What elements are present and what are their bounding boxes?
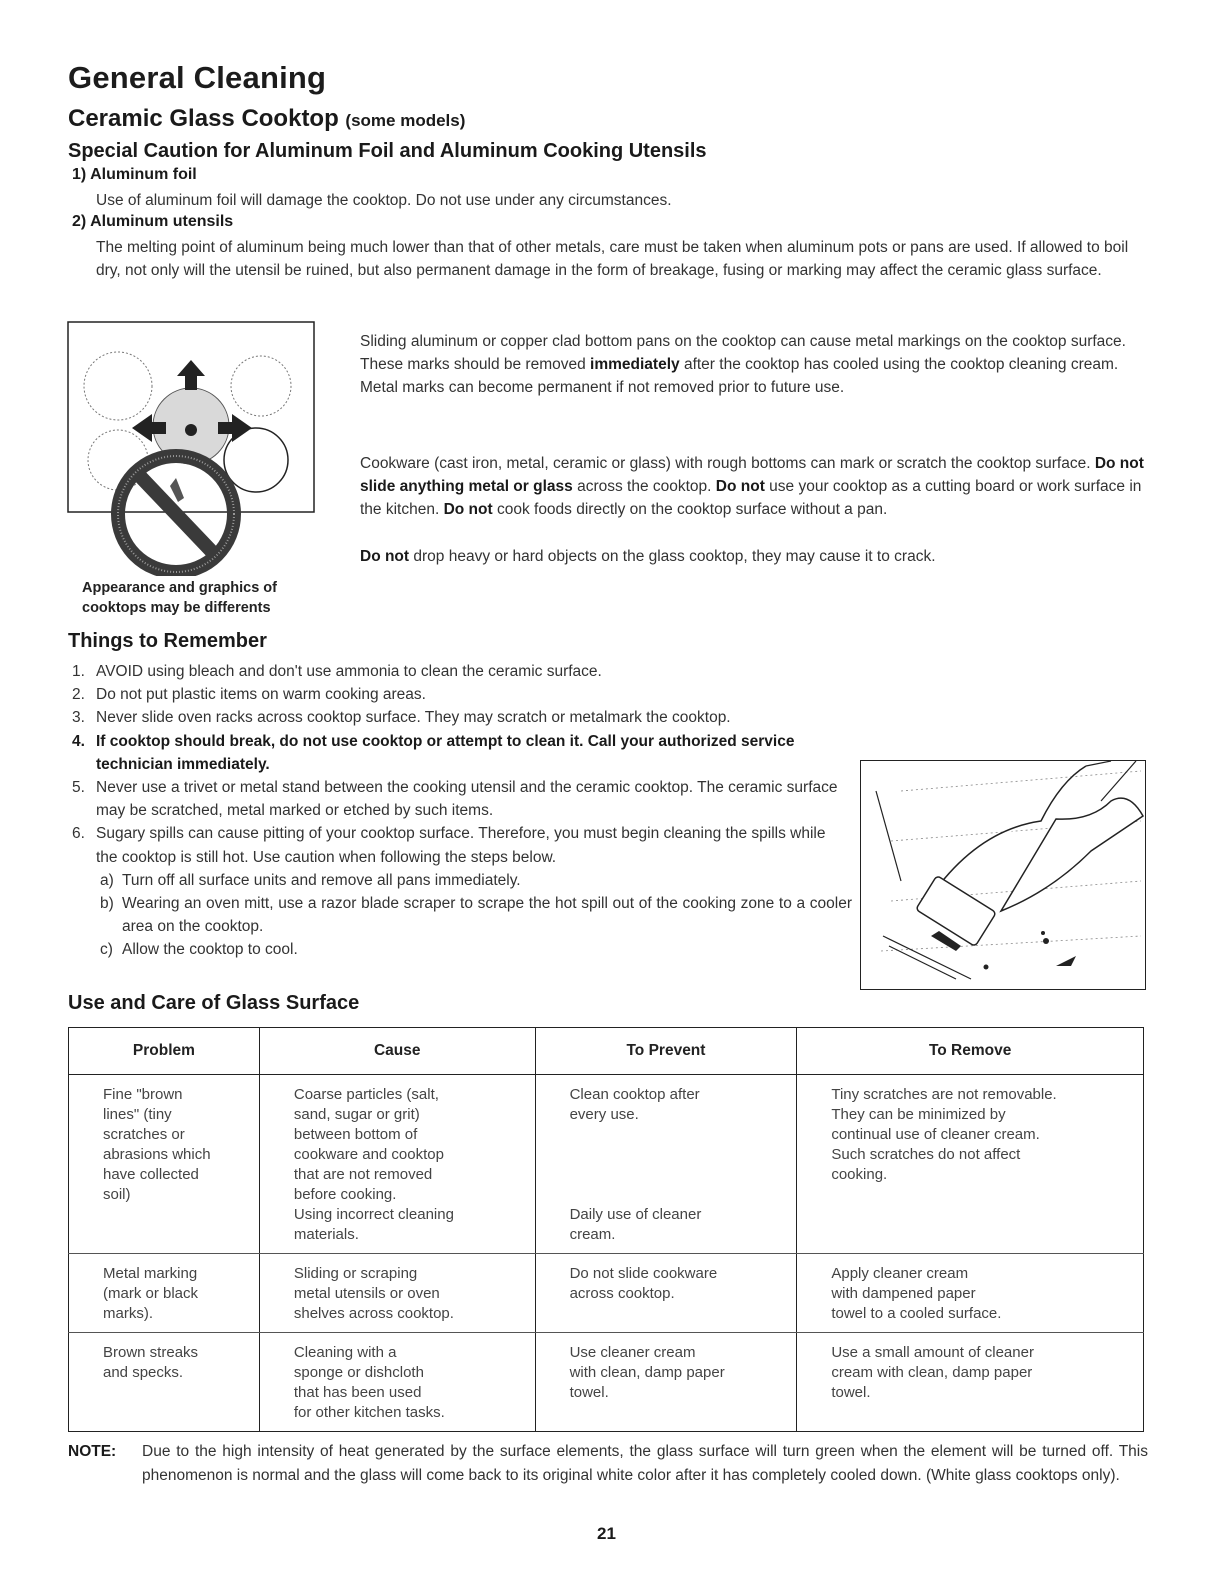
table-cell: Apply cleaner cream with dampened paper towel to a cooled surface. — [797, 1254, 1144, 1333]
note-label: NOTE: — [68, 1443, 117, 1460]
caption-line-2: cooktops may be differents — [82, 600, 271, 616]
note-paragraph — [68, 1440, 1148, 1487]
list-item-warning: 4. If cooktop should break, do not use cooktop or attempt to clean it. Call your authorized service technician immediately. — [72, 732, 795, 773]
things-heading: Things to Remember — [68, 630, 267, 652]
table-header-row — [69, 1028, 1144, 1075]
table-row — [69, 1333, 1144, 1432]
note-text: Due to the high intensity of heat generated by the surface elements, the glass surface will turn green when the element will be turned off. This phenomenon is normal and the glass will come back to its original white color after it has completely cooled down. (White glass cooktops only). — [142, 1443, 1148, 1484]
pan-center — [185, 424, 197, 436]
cooktop-slide-illustration — [66, 318, 320, 576]
scraper-icon — [916, 875, 997, 946]
list-item: 5. Never use a trivet or metal stand between the cooking utensil and the ceramic cooktop. The ceramic surface may be scratched, metal marked or etched by such items. — [72, 779, 838, 820]
things-list — [72, 660, 852, 962]
caption-line-1: Appearance and graphics of — [82, 580, 277, 596]
table-cell: Brown streaks and specks. — [69, 1333, 260, 1432]
subtitle-main: Ceramic Glass Cooktop — [68, 105, 339, 132]
substep-item: a) Turn off all surface units and remove all pans immediately. — [100, 871, 521, 889]
emphasis-no-slide: Do not slide anything metal or glass — [360, 455, 1144, 495]
substep-item: c) Allow the cooktop to cool. — [100, 941, 298, 959]
table-cell: Cleaning with a sponge or dishcloth that has been used for other kitchen tasks. — [259, 1333, 535, 1432]
spill-mark-2 — [1056, 956, 1076, 966]
header-remove: To Remove — [797, 1028, 1144, 1075]
header-prevent: To Prevent — [535, 1028, 797, 1075]
item-1-text: Use of aluminum foil will damage the cooktop. Do not use under any circumstances. — [96, 192, 672, 209]
subtitle-suffix: (some models) — [345, 111, 466, 130]
caution-heading: Special Caution for Aluminum Foil and Aluminum Cooking Utensils — [68, 140, 707, 162]
table-cell: Tiny scratches are not removable. They can be minimized by continual use of cleaner cream. Such scratches do not affect cooking. — [797, 1075, 1144, 1254]
table-row — [69, 1075, 1144, 1254]
table-cell: Use a small amount of cleaner cream with clean, damp paper towel. — [797, 1333, 1144, 1432]
table-cell: Sliding or scraping metal utensils or oven shelves across cooktop. — [259, 1254, 535, 1333]
list-item: 3. Never slide oven racks across cooktop surface. They may scratch or metalmark the cooktop. — [72, 709, 731, 727]
cookware-paragraph: Cookware (cast iron, metal, ceramic or glass) with rough bottoms can mark or scratch the cooktop surface. Do not slide anything metal or glass across the cooktop. Do not use your cooktop as a cutting board or work surface in the kitchen. Do not cook foods directly on the cooktop surface without a pan. — [360, 455, 1144, 518]
page-number: 21 — [597, 1524, 616, 1543]
care-heading: Use and Care of Glass Surface — [68, 992, 360, 1014]
page-title: General Cleaning — [68, 60, 327, 95]
table-cell: Fine "brown lines" (tiny scratches or abrasions which have collected soil) — [69, 1075, 260, 1254]
table-cell: Do not slide cookware across cooktop. — [535, 1254, 797, 1333]
care-table — [68, 1027, 1144, 1432]
sliding-paragraph: Sliding aluminum or copper clad bottom pans on the cooktop can cause metal markings on the cooktop surface. These marks should be removed immediately after the cooktop has cooled using the cooktop cleaning cream. Metal marks can become permanent if not removed prior to future use. — [360, 333, 1126, 396]
section-subtitle — [68, 105, 465, 133]
scraper-illustration — [860, 760, 1146, 990]
item-2-text: The melting point of aluminum being much lower than that of other metals, care must be taken when aluminum pots or pans are used. If allowed to boil dry, not only will the utensil be ruined, but also permanent damage in the form of breakage, fusing or marking may affect the ceramic glass surface. — [96, 239, 1129, 279]
list-item: 1. AVOID using bleach and don't use ammonia to clean the ceramic surface. — [72, 663, 602, 680]
item-1-title: 1) Aluminum foil — [72, 166, 197, 183]
substep-item: b) Wearing an oven mitt, use a razor blade scraper to scrape the hot spill out of the cooking zone to a cooler area on the cooktop. — [100, 895, 852, 936]
table-cell: Use cleaner cream with clean, damp paper towel. — [535, 1333, 797, 1432]
header-problem: Problem — [69, 1028, 260, 1075]
table-cell: Coarse particles (salt, sand, sugar or grit) between bottom of cookware and cooktop that are not removed before cooking. Using incorrect cleaning materials. — [259, 1075, 535, 1254]
item-2-title: 2) Aluminum utensils — [72, 213, 234, 230]
list-item: 2. Do not put plastic items on warm cooking areas. — [72, 686, 426, 704]
table-row — [69, 1254, 1144, 1333]
list-item: 6. Sugary spills can cause pitting of your cooktop surface. Therefore, you must begin cleaning the spills while the cooktop is still hot. Use caution when following the steps below. — [72, 825, 826, 866]
table-cell: Metal marking (mark or black marks). — [69, 1254, 260, 1333]
drop-paragraph: Do not drop heavy or hard objects on the glass cooktop, they may cause it to crack. — [360, 548, 936, 565]
table-cell: Clean cooktop after every use. Daily use of cleaner cream. — [535, 1075, 797, 1254]
figure-caption — [82, 578, 277, 618]
emphasis-immediately: immediately — [590, 356, 680, 373]
header-cause: Cause — [259, 1028, 535, 1075]
